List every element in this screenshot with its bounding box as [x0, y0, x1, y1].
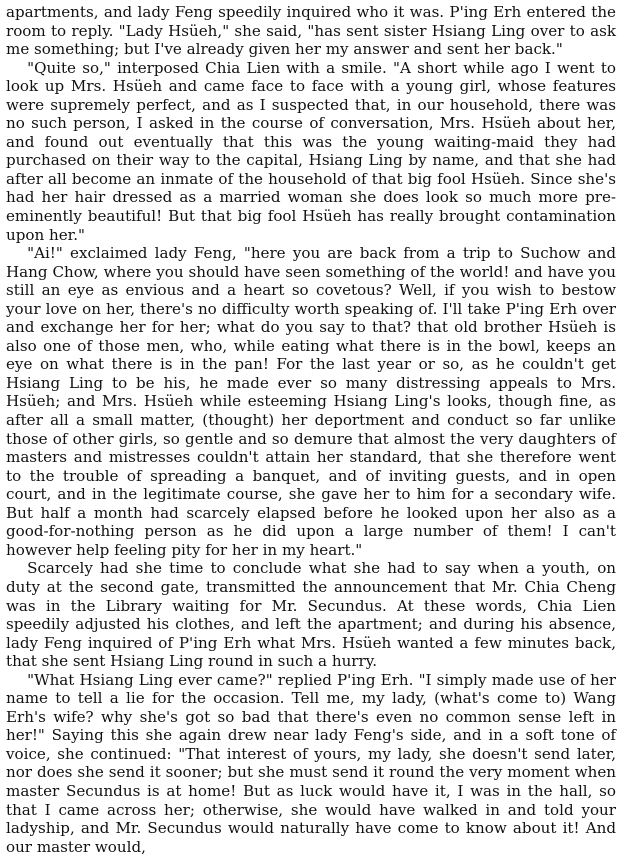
paragraph: "Quite so," interposed Chia Lien with a smile. "A short while ago I went to look up Mrs. Hsüeh and came face to face with a young girl, whose features were supremely perfect, and as I suspected that, in our household, there was no such person, I asked in the course of conversation, Mrs. Hsüeh about her, and found out eventually that this was the young waiting-maid they had purchased on their way to the capital, Hsiang Ling by name, and that she had after all become an inmate of the household of that big fool Hsüeh. Since she's had her hair dressed as a married woman she does look so much more pre-eminently beautiful! But that big fool Hsüeh has really brought contamination upon her.": [6, 58, 616, 244]
paragraph-continued: apartments, and lady Feng speedily inquired who it was. P'ing Erh entered the room to reply. "Lady Hsüeh," she said, "has sent sister Hsiang Ling over to ask me something; but I've already given her my answer and sent her back.": [6, 3, 616, 59]
paragraph: Scarcely had she time to conclude what she had to say when a youth, on duty at the second gate, transmitted the announcement that Mr. Chia Cheng was in the Library waiting for Mr. Secundus. At these words, Chia Lien speedily adjusted his clothes, and left the apartment; and during his absence, lady Feng inquired of P'ing Erh what Mrs. Hsüeh wanted a few minutes back, that she sent Hsiang Ling round in such a hurry.: [6, 559, 616, 671]
paragraph: "Ai!" exclaimed lady Feng, "here you are back from a trip to Suchow and Hang Chow, where you should have seen something of the world! and have you still an eye as envious and a heart so covetous? Well, if you wish to bestow your love on her, there's no difficulty worth speaking of. I'll take P'ing Erh over and exchange her for her; what do you say to that? that old brother Hsüeh is also one of those men, who, while eating what there is in the bowl, keeps an eye on what there is in the pan! For the last year or so, as he couldn't get Hsiang Ling to be his, he made ever so many distressing appeals to Mrs. Hsüeh; and Mrs. Hsüeh while esteeming Hsiang Ling's looks, though fine, as after all a small matter, (thought) her deportment and conduct so far unlike those of other girls, so gentle and so demure that almost the very daughters of masters and mistresses couldn't attain her standard, that she therefore went to the trouble of spreading a banquet, and of inviting guests, and in open court, and in the legitimate course, she gave her to him for a secondary wife. But half a month had scarcely elapsed before he looked upon her also as a good-for-nothing person as he did upon a large number of them! I can't however help feeling pity for her in my heart.": [6, 244, 616, 559]
paragraph: "What Hsiang Ling ever came?" replied P'ing Erh. "I simply made use of her name to tell a lie for the occasion. Tell me, my lady, (what's come to) Wang Erh's wife? why she's got so bad that there's even no common sense left in her!" Saying this she again drew near lady Feng's side, and in a soft tone of voice, she continued: "That interest of yours, my lady, she doesn't send later, nor does she send it sooner; but she must send it round the very moment when master Secundus is at home! But as luck would have it, I was in the hall, so that I came across her; otherwise, she would have walked in and told your ladyship, and Mr. Secundus would naturally have come to know about it! And our master would,: [6, 670, 616, 856]
